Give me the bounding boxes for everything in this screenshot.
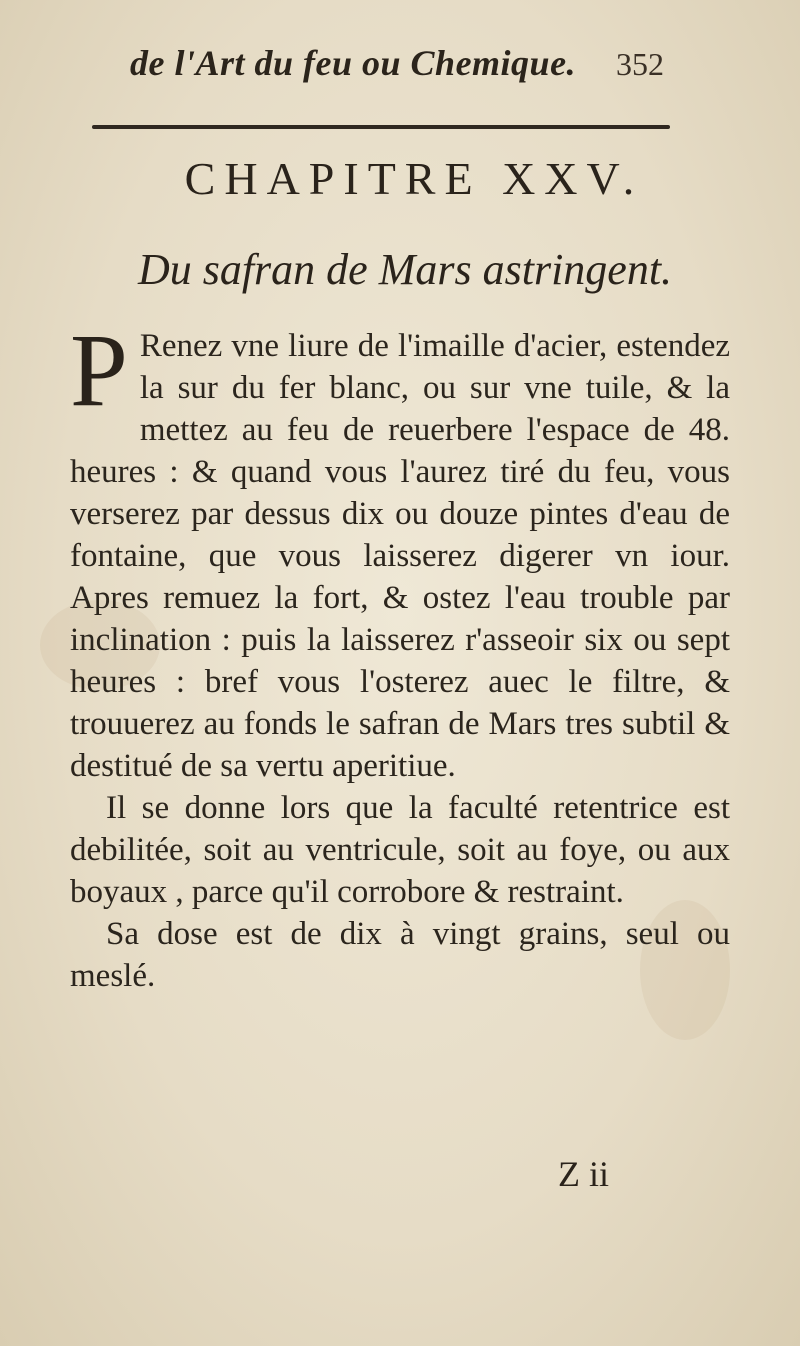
paragraph-3: Sa dose est de dix à vingt grains, seul ou meslé.	[70, 916, 730, 994]
body-text	[70, 313, 730, 997]
paragraph-1	[70, 313, 730, 787]
header-rule	[92, 125, 670, 129]
page-number: 352	[616, 46, 664, 82]
running-title: de l'Art du feu ou Chemique.	[130, 43, 577, 83]
signature-mark: Z ii	[558, 1154, 609, 1194]
paragraph-1-text: Renez vne liure de l'imaille d'acier, estendez la sur du fer blanc, ou sur vne tuile, & la mettez au feu de reuerbere l'espace de 48. heures : & quand vous l'aurez tiré du feu, vous verserez par dessus dix ou douze pintes d'eau de fontaine, que vous laisserez digerer vn iour. Apres remuez la fort, & ostez l'eau trouble par inclination : puis la laisserez r'asseoir six ou sept heures : bref vous l'osterez auec le filtre, & trouuerez au fonds le safran de Mars tres subtil & destitué de sa vertu aperitiue.	[70, 328, 730, 784]
running-head	[0, 42, 800, 92]
paragraph-2: Il se donne lors que la faculté retentrice est debilitée, soit au ventricule, soit au foye, ou aux boyaux , parce qu'il corrobore & restraint.	[70, 790, 730, 910]
drop-cap: P	[70, 313, 128, 428]
chapter-subtitle: Du safran de Mars astringent.	[137, 245, 673, 294]
chapter-heading: CHAPITRE XXV.	[184, 153, 644, 204]
